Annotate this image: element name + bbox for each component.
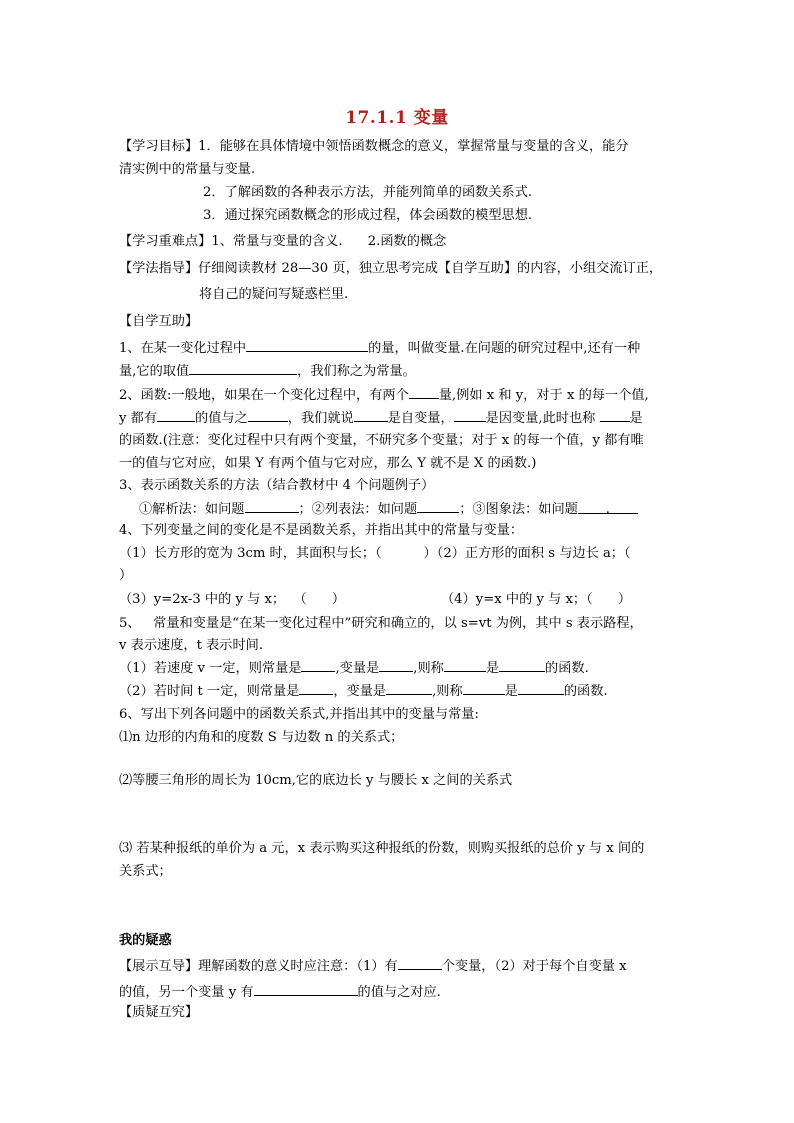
- answer-blank[interactable]: [246, 337, 368, 352]
- q5-line-2: v 表示速度，t 表示时间.: [119, 638, 264, 653]
- q6-item-2: ⑵等腰三角形的周长为 10cm,它的底边长 y 与腰长 x 之间的关系式: [119, 773, 513, 788]
- objectives-label: 【学习目标】: [119, 139, 199, 154]
- key-points-label: 【学习重难点】: [119, 234, 212, 249]
- page-title: 17.1.1 变量: [345, 108, 449, 128]
- answer-blank[interactable]: [189, 360, 297, 375]
- answer-blank[interactable]: [600, 407, 630, 422]
- answer-blank[interactable]: [417, 498, 459, 513]
- answer-blank[interactable]: [409, 384, 439, 399]
- q2-line-1: 2、函数:一般地，如果在一个变化过程中，有两个 量,例如 x 和 y，对于 x 的每一个值,: [119, 384, 649, 406]
- method-line-1: 【学法指导】仔细阅读教材 28—30 页，独立思考完成【自学互助】的内容，小组交流订正，: [119, 261, 663, 276]
- display-line-1: 【展示互导】理解函数的意义时应注意：（1）有 个变量，（2）对于每个自变量 x: [119, 955, 627, 977]
- answer-blank[interactable]: [248, 407, 288, 422]
- q5-line-4: （2）若时间 t 一定，则常量是 ，变量是 ,则称 是 的函数.: [119, 680, 608, 702]
- key-points: 【学习重难点】1、常量与变量的含义. 2.函数的概念: [119, 234, 447, 249]
- answer-blank[interactable]: [301, 657, 335, 672]
- q5-line-3: （1）若速度 v 一定，则常量是 ,变量是 ,则称 是 的函数.: [119, 657, 589, 679]
- q6-line-1: 6、写出下列各问题中的函数关系式,并指出其中的变量与常量:: [119, 707, 479, 722]
- method-label: 【学法指导】: [119, 261, 199, 276]
- q2-line-3: 的函数.(注意：变化过程中只有两个变量，不研究多个变量；对于 x 的每一个值，y 都有唯: [119, 433, 644, 448]
- doubts-heading: 我的疑惑: [119, 933, 172, 948]
- q4-line-2: （1）长方形的宽为 3cm 时，其面积与长；（ ）（2）正方形的面积 s 与边长 a；（: [119, 546, 631, 561]
- answer-blank[interactable]: [245, 498, 299, 513]
- inquiry-label: 【质疑互究】: [119, 1005, 199, 1020]
- answer-blank[interactable]: [518, 680, 564, 695]
- answer-blank[interactable]: [454, 407, 486, 422]
- self-study-label: 【自学互助】: [119, 314, 199, 329]
- q4-line-1: 4、下列变量之间的变化是不是函数关系，并指出其中的常量与变量：: [119, 523, 524, 538]
- method-line-2: 将自己的疑问写疑惑栏里.: [199, 287, 349, 302]
- q1-line-2: 量,它的取值 ，我们称之为常量。: [119, 360, 416, 382]
- answer-blank[interactable]: [379, 657, 413, 672]
- answer-blank[interactable]: [398, 955, 442, 970]
- q2-line-2: y 都有 的值与之 ，我们就说 是自变量， 是因变量,此时也称 是: [119, 407, 643, 429]
- objectives-line-2: 清实例中的常量与变量.: [119, 162, 256, 177]
- answer-blank[interactable]: [354, 407, 388, 422]
- q3-line-2: ①解析法：如问题 ；②列表法：如问题 ；③图象法：如问题 .: [139, 498, 638, 520]
- answer-blank[interactable]: [254, 981, 358, 996]
- q6-item-3-line-1: ⑶ 若某种报纸的单价为 a 元，x 表示购买这种报纸的份数，则购买报纸的总价 y 与 x 间的: [119, 841, 645, 856]
- objectives-line-4: 3．通过探究函数概念的形成过程，体会函数的模型思想.: [203, 208, 533, 223]
- objectives-line-1: 【学习目标】1．能够在具体情境中领悟函数概念的意义，掌握常量与变量的含义，能分: [119, 139, 629, 154]
- q6-item-3-line-2: 关系式；: [119, 864, 172, 879]
- q3-line-1: 3、表示函数关系的方法（结合教材中 4 个问题例子）: [119, 478, 435, 493]
- answer-blank[interactable]: [386, 680, 432, 695]
- answer-blank[interactable]: .: [578, 499, 638, 514]
- answer-blank[interactable]: [157, 407, 195, 422]
- q5-line-1: 5、 常量和变量是“在某一变化过程中”研究和确立的，以 s=vt 为例，其中 s 表示路程，: [119, 616, 643, 631]
- q4-line-4-left: （3）y=2x-3 中的 y 与 x； （ ）: [119, 592, 346, 607]
- answer-blank[interactable]: [444, 657, 486, 672]
- display-label: 【展示互导】: [119, 959, 199, 974]
- answer-blank[interactable]: [499, 657, 545, 672]
- display-line-2: 的值，另一个变量 y 有 的值与之对应.: [119, 981, 441, 1003]
- q4-line-4-right: （4）y=x 中的 y 与 x；（ ）: [441, 592, 632, 607]
- answer-blank[interactable]: [299, 680, 333, 695]
- answer-blank[interactable]: [463, 680, 505, 695]
- objectives-line-3: 2．了解函数的各种表示方法，并能列简单的函数关系式.: [203, 185, 533, 200]
- q6-item-1: ⑴n 边形的内角和的度数 S 与边数 n 的关系式；: [119, 730, 404, 745]
- q2-line-4: 一的值与它对应，如果 Y 有两个值与它对应，那么 Y 就不是 X 的函数.): [119, 456, 537, 471]
- q4-line-3: ）: [119, 568, 133, 583]
- q1-line-1: 1、在某一变化过程中 的量，叫做变量.在问题的研究过程中,还有一种: [119, 337, 640, 359]
